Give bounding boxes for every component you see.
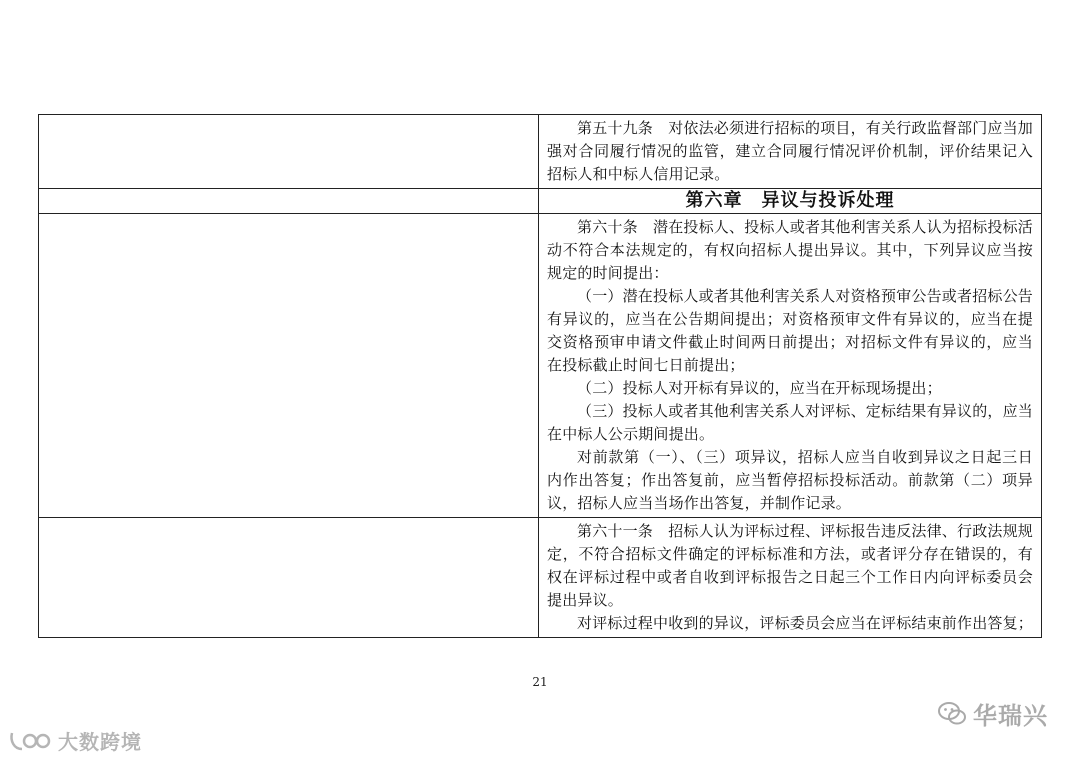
article-60-item-2: （二）投标人对开标有异议的，应当在开标现场提出； (577, 379, 942, 397)
right-cell (539, 214, 1042, 518)
right-cell (539, 115, 1042, 189)
watermark-left (8, 726, 142, 755)
article-60: 第六十条 潜在投标人、投标人或者其他利害关系人认为招标投标活动不符合本法规定的，有权向招标人提出异议。其中，下列异议应当按规定的时间提出： (547, 218, 1034, 282)
table-row (39, 518, 1042, 638)
article-60-item-1: （一）潜在投标人或者其他利害关系人对资格预审公告或者招标公告有异议的，应当在公告期间提出；对资格预审文件有异议的，应当在提交资格预审申请文件截止时间两日前提出；对招标文件有异议的，应当在投标截止时间七日前提出； (547, 287, 1034, 374)
watermark-right-text: 华瑞兴 (973, 702, 1048, 730)
page-number: 21 (532, 675, 548, 689)
chapter-title: 第六章 异议与投诉处理 (539, 189, 1042, 214)
table-row (39, 214, 1042, 518)
article-61-note: 对评标过程中收到的异议，评标委员会应当在评标结束前作出答复； (577, 614, 1034, 632)
document-table (38, 114, 1042, 638)
article-60-note: 对前款第（一）、（三）项异议，招标人应当自收到异议之日起三日内作出答复；作出答复前，应当暂停招标投标活动。前款第（二）项异议，招标人应当当场作出答复，并制作记录。 (547, 448, 1033, 512)
chapter-row (39, 189, 1042, 214)
logo-icon (8, 729, 52, 753)
left-cell (39, 214, 539, 518)
left-cell (39, 518, 539, 638)
wechat-icon (937, 701, 967, 727)
left-cell (39, 115, 539, 189)
watermark-right (937, 696, 1048, 731)
article-61: 第六十一条 招标人认为评标过程、评标报告违反法律、行政法规规定，不符合招标文件确定的评标标准和方法，或者评分存在错误的，有权在评标过程中或者自收到评标报告之日起三个工作日内向评标委员会提出异议。 (547, 522, 1034, 609)
article-60-item-3: （三）投标人或者其他利害关系人对评标、定标结果有异议的，应当在中标人公示期间提出。 (547, 402, 1034, 443)
left-cell (39, 189, 539, 214)
table-row (39, 115, 1042, 189)
right-cell (539, 518, 1042, 638)
watermark-left-text: 大数跨境 (58, 730, 142, 754)
article-59: 第五十九条 对依法必须进行招标的项目，有关行政监督部门应当加强对合同履行情况的监管，建立合同履行情况评价机制，评价结果记入招标人和中标人信用记录。 (547, 119, 1034, 183)
